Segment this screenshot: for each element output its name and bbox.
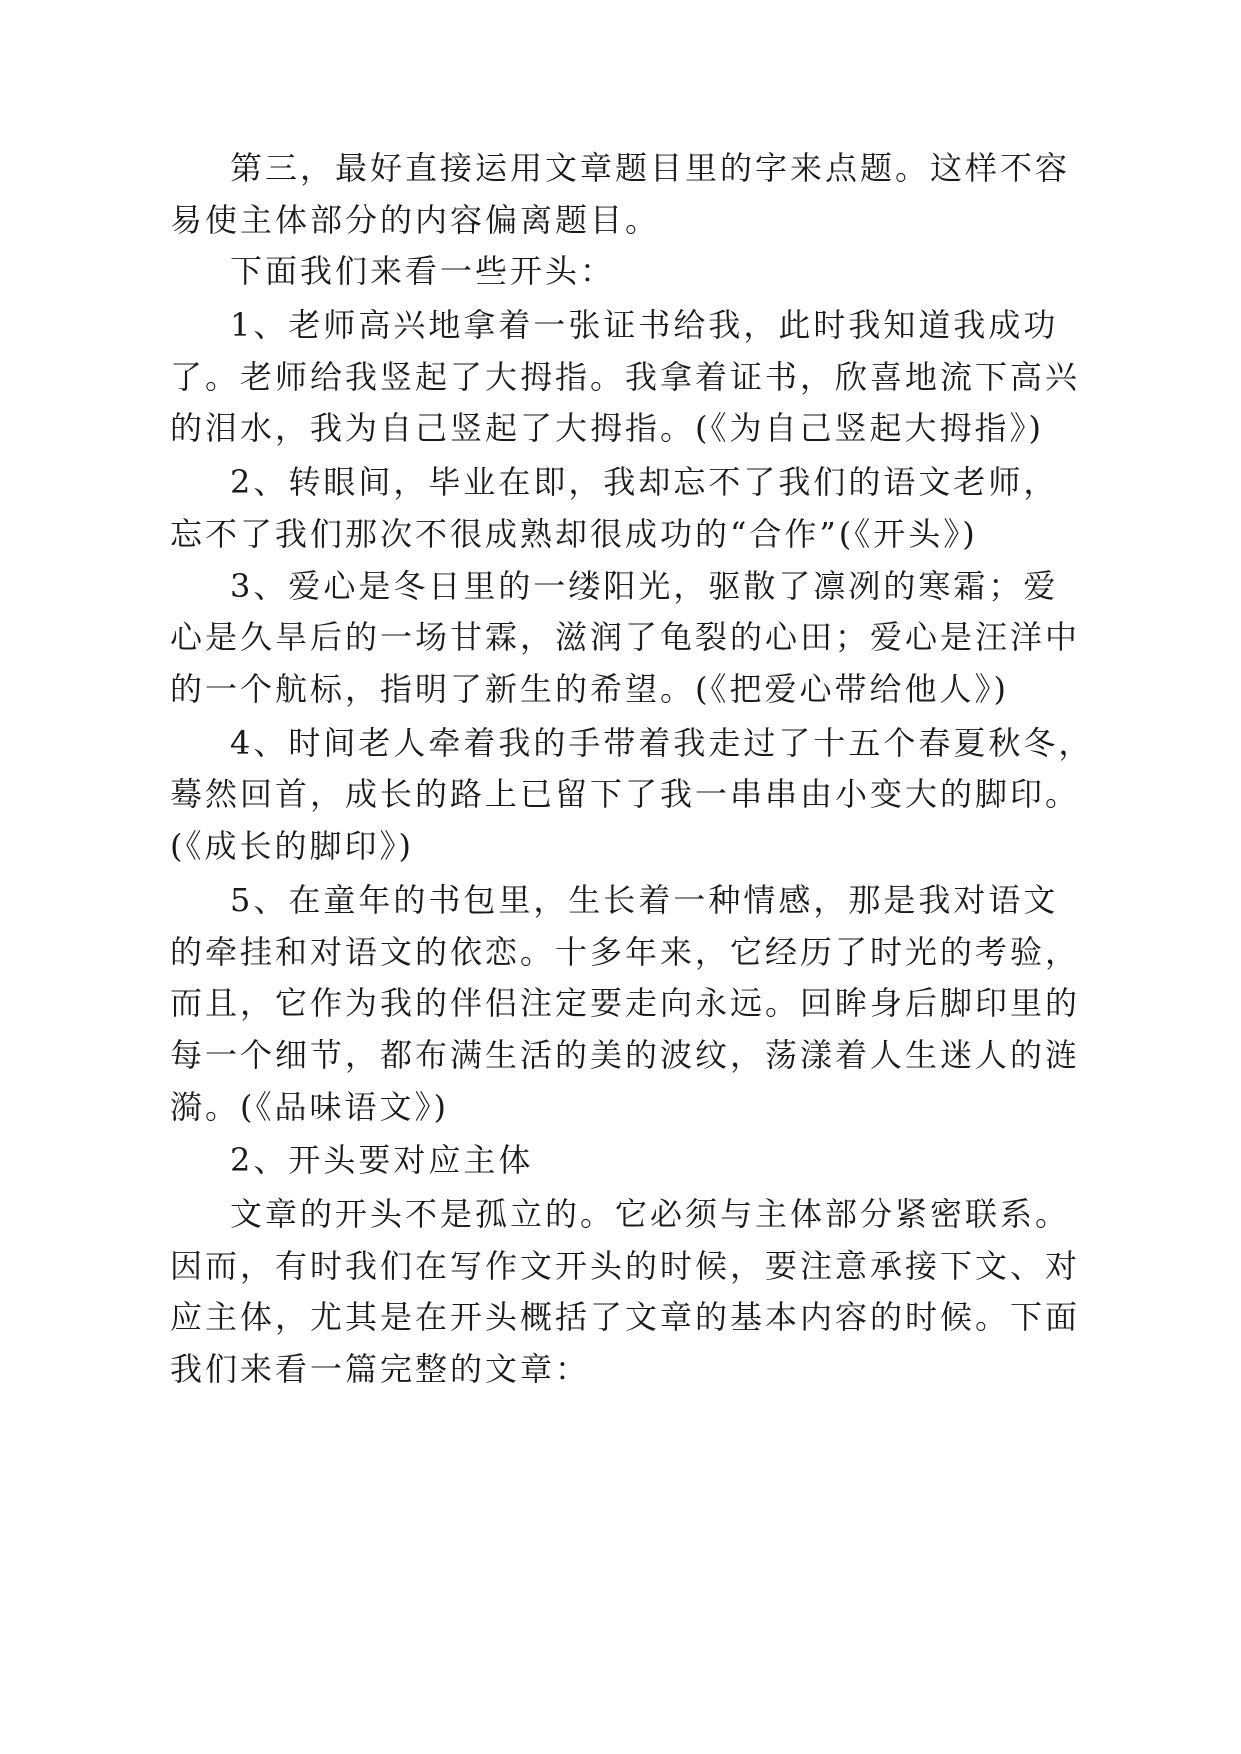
text-line: 了。老师给我竖起了大拇指。我拿着证书，欣喜地流下高兴 xyxy=(170,358,1081,396)
text-line: 下面我们来看一些开头： xyxy=(230,252,616,290)
text-line: 每一个细节，都布满生活的美的波纹，荡漾着人生迷人的涟 xyxy=(170,1036,1081,1074)
text-line: 5、在童年的书包里，生长着一种情感，那是我对语文 xyxy=(230,881,1059,919)
text-line: 应主体，尤其是在开头概括了文章的基本内容的时候。下面 xyxy=(170,1298,1081,1336)
text-line: 第三，最好直接运用文章题目里的字来点题。这样不容 xyxy=(230,149,1071,187)
text-line: 而且，它作为我的伴侣注定要走向永远。回眸身后脚印里的 xyxy=(170,984,1081,1022)
text-line: 蓦然回首，成长的路上已留下了我一串串由小变大的脚印。 xyxy=(170,775,1081,813)
text-line: 的泪水，我为自己竖起了大拇指。(《为自己竖起大拇指》) xyxy=(170,409,1044,447)
text-line: 我们来看一篇完整的文章： xyxy=(170,1350,591,1388)
text-line: 2、转眼间，毕业在即，我却忘不了我们的语文老师， xyxy=(230,463,1059,501)
text-line: 4、时间老人牵着我的手带着我走过了十五个春夏秋冬， xyxy=(230,724,1094,762)
text-line: 心是久旱后的一场甘霖，滋润了龟裂的心田；爱心是汪洋中 xyxy=(170,618,1081,656)
text-line: 1、老师高兴地拿着一张证书给我，此时我知道我成功 xyxy=(230,306,1059,344)
text-line: 3、爱心是冬日里的一缕阳光，驱散了凛冽的寒霜；爱 xyxy=(230,567,1059,605)
text-line: 忘不了我们那次不很成熟却很成功的“合作”(《开头》) xyxy=(170,515,978,553)
text-line: 易使主体部分的内容偏离题目。 xyxy=(170,201,661,239)
text-line: (《成长的脚印》) xyxy=(170,827,414,865)
text-line: 2、开头要对应主体 xyxy=(230,1141,534,1179)
text-line: 文章的开头不是孤立的。它必须与主体部分紧密联系。 xyxy=(230,1195,1071,1233)
text-line: 的牵挂和对语文的依恋。十多年来，它经历了时光的考验， xyxy=(170,933,1081,971)
text-line: 因而，有时我们在写作文开头的时候，要注意承接下文、对 xyxy=(170,1247,1081,1285)
text-line: 漪。(《品味语文》) xyxy=(170,1088,449,1126)
text-line: 的一个航标，指明了新生的希望。(《把爱心带给他人》) xyxy=(170,670,1009,708)
